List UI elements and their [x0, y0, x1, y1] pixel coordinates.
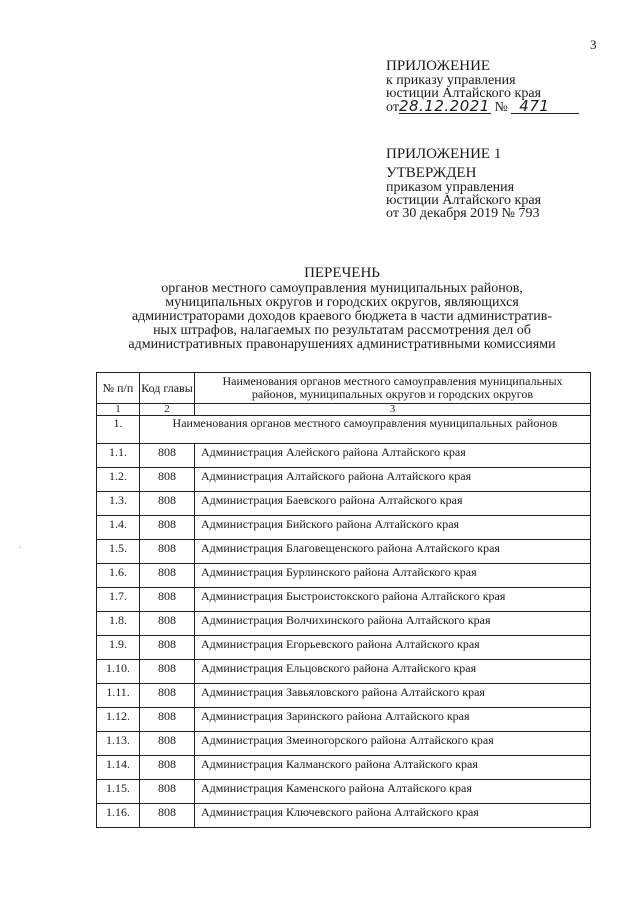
attachment-line-1: к приказу управления [386, 73, 516, 88]
page-number: 3 [590, 37, 597, 52]
row-name: Администрация Калманского района Алтайского края [195, 756, 591, 780]
row-num: 1.3. [97, 492, 140, 516]
approved-title: УТВЕРЖДЕН [386, 165, 477, 181]
row-code: 808 [140, 612, 195, 636]
table-row [97, 468, 591, 492]
row-name: Администрация Ключевского района Алтайского края [195, 804, 591, 828]
list-title-line: административных правонарушениях административными комиссиями [128, 337, 556, 352]
row-num: 1.15. [97, 780, 140, 804]
row-name: Администрация Баевского района Алтайского края [195, 492, 591, 516]
row-code: 808 [140, 540, 195, 564]
list-title-line: органов местного самоуправления муниципальных районов, [161, 281, 523, 296]
table-row [97, 612, 591, 636]
header-code: Код главы [140, 373, 195, 404]
row-name: Администрация Ельцовского района Алтайского края [195, 660, 591, 684]
row-name: Администрация Бийского района Алтайского края [195, 516, 591, 540]
section-num: 1. [97, 416, 140, 444]
row-code: 808 [140, 804, 195, 828]
handwritten-date: 28.12.2021 [398, 97, 490, 115]
attachment-date-line [386, 97, 626, 115]
table-row [97, 732, 591, 756]
row-num: 1.2. [97, 468, 140, 492]
column-numbers-row [97, 404, 591, 416]
table-row [97, 660, 591, 684]
row-num: 1.10. [97, 660, 140, 684]
row-name: Администрация Заринского района Алтайского края [195, 708, 591, 732]
column-number: 1 [97, 404, 140, 416]
row-num: 1.1. [97, 444, 140, 468]
table-row [97, 756, 591, 780]
row-code: 808 [140, 516, 195, 540]
row-num: 1.12. [97, 708, 140, 732]
table-row [97, 492, 591, 516]
approved-line-2: юстиции Алтайского края [386, 193, 542, 208]
attachment-1-label: ПРИЛОЖЕНИЕ 1 [386, 146, 502, 162]
from-label: от [386, 100, 399, 115]
column-number: 2 [140, 404, 195, 416]
row-code: 808 [140, 684, 195, 708]
row-num: 1.8. [97, 612, 140, 636]
row-name: Администрация Завьяловского района Алтайского края [195, 684, 591, 708]
row-num: 1.13. [97, 732, 140, 756]
table-row [97, 588, 591, 612]
table-row [97, 540, 591, 564]
row-num: 1.9. [97, 636, 140, 660]
row-code: 808 [140, 660, 195, 684]
row-code: 808 [140, 444, 195, 468]
approved-block [386, 165, 626, 220]
row-name: Администрация Благовещенского района Алтайского края [195, 540, 591, 564]
table-row [97, 516, 591, 540]
row-name: Администрация Каменского района Алтайского края [195, 780, 591, 804]
list-title [100, 265, 584, 352]
number-label: № [494, 100, 508, 115]
row-num: 1.5. [97, 540, 140, 564]
row-code: 808 [140, 588, 195, 612]
row-code: 808 [140, 564, 195, 588]
handwritten-number: 471 [511, 100, 579, 114]
header-num: № п/п [97, 373, 140, 404]
row-code: 808 [140, 468, 195, 492]
row-name: Администрация Быстроистокского района Алтайского края [195, 588, 591, 612]
row-name: Администрация Змеиногорского района Алтайского края [195, 732, 591, 756]
margin-mark: · [18, 543, 22, 554]
attachment-title: ПРИЛОЖЕНИЕ [386, 58, 491, 74]
row-num: 1.14. [97, 756, 140, 780]
row-name: Администрация Алтайского района Алтайского края [195, 468, 591, 492]
row-num: 1.11. [97, 684, 140, 708]
table-row [97, 636, 591, 660]
row-name: Администрация Егорьевского района Алтайского края [195, 636, 591, 660]
list-title-line: администраторами доходов краевого бюджета в части административ- [131, 309, 553, 324]
table-row [97, 444, 591, 468]
row-code: 808 [140, 708, 195, 732]
table-row [97, 564, 591, 588]
row-num: 1.7. [97, 588, 140, 612]
table-row [97, 708, 591, 732]
table-row [97, 804, 591, 828]
list-title-line: муниципальных округов и городских округов, являющихся [165, 295, 519, 310]
approved-line-1: приказом управления [386, 180, 515, 195]
row-code: 808 [140, 732, 195, 756]
row-num: 1.6. [97, 564, 140, 588]
table-row [97, 684, 591, 708]
section-name: Наименования органов местного самоуправления муниципальных районов [140, 416, 591, 444]
list-heading: ПЕРЕЧЕНЬ [304, 265, 380, 281]
column-number: 3 [195, 404, 591, 416]
row-name: Администрация Алейского района Алтайского края [195, 444, 591, 468]
row-code: 808 [140, 756, 195, 780]
table-header-row [97, 373, 591, 404]
row-name: Администрация Волчихинского района Алтайского края [195, 612, 591, 636]
approved-line-3: от 30 декабря 2019 № 793 [386, 206, 540, 221]
row-num: 1.16. [97, 804, 140, 828]
attachment-block [386, 58, 626, 114]
header-name: Наименования органов местного самоуправления муниципальных районов, муниципальных округов и городских округов [195, 373, 591, 404]
row-code: 808 [140, 492, 195, 516]
row-code: 808 [140, 780, 195, 804]
row-num: 1.4. [97, 516, 140, 540]
row-code: 808 [140, 636, 195, 660]
list-title-line: ных штрафов, налагаемых по результатам рассмотрения дел об [153, 323, 531, 338]
table-row [97, 780, 591, 804]
section-row [97, 416, 591, 444]
row-name: Администрация Бурлинского района Алтайского края [195, 564, 591, 588]
administrations-table [96, 372, 591, 828]
attachment-line-2: юстиции Алтайского края [386, 86, 542, 101]
